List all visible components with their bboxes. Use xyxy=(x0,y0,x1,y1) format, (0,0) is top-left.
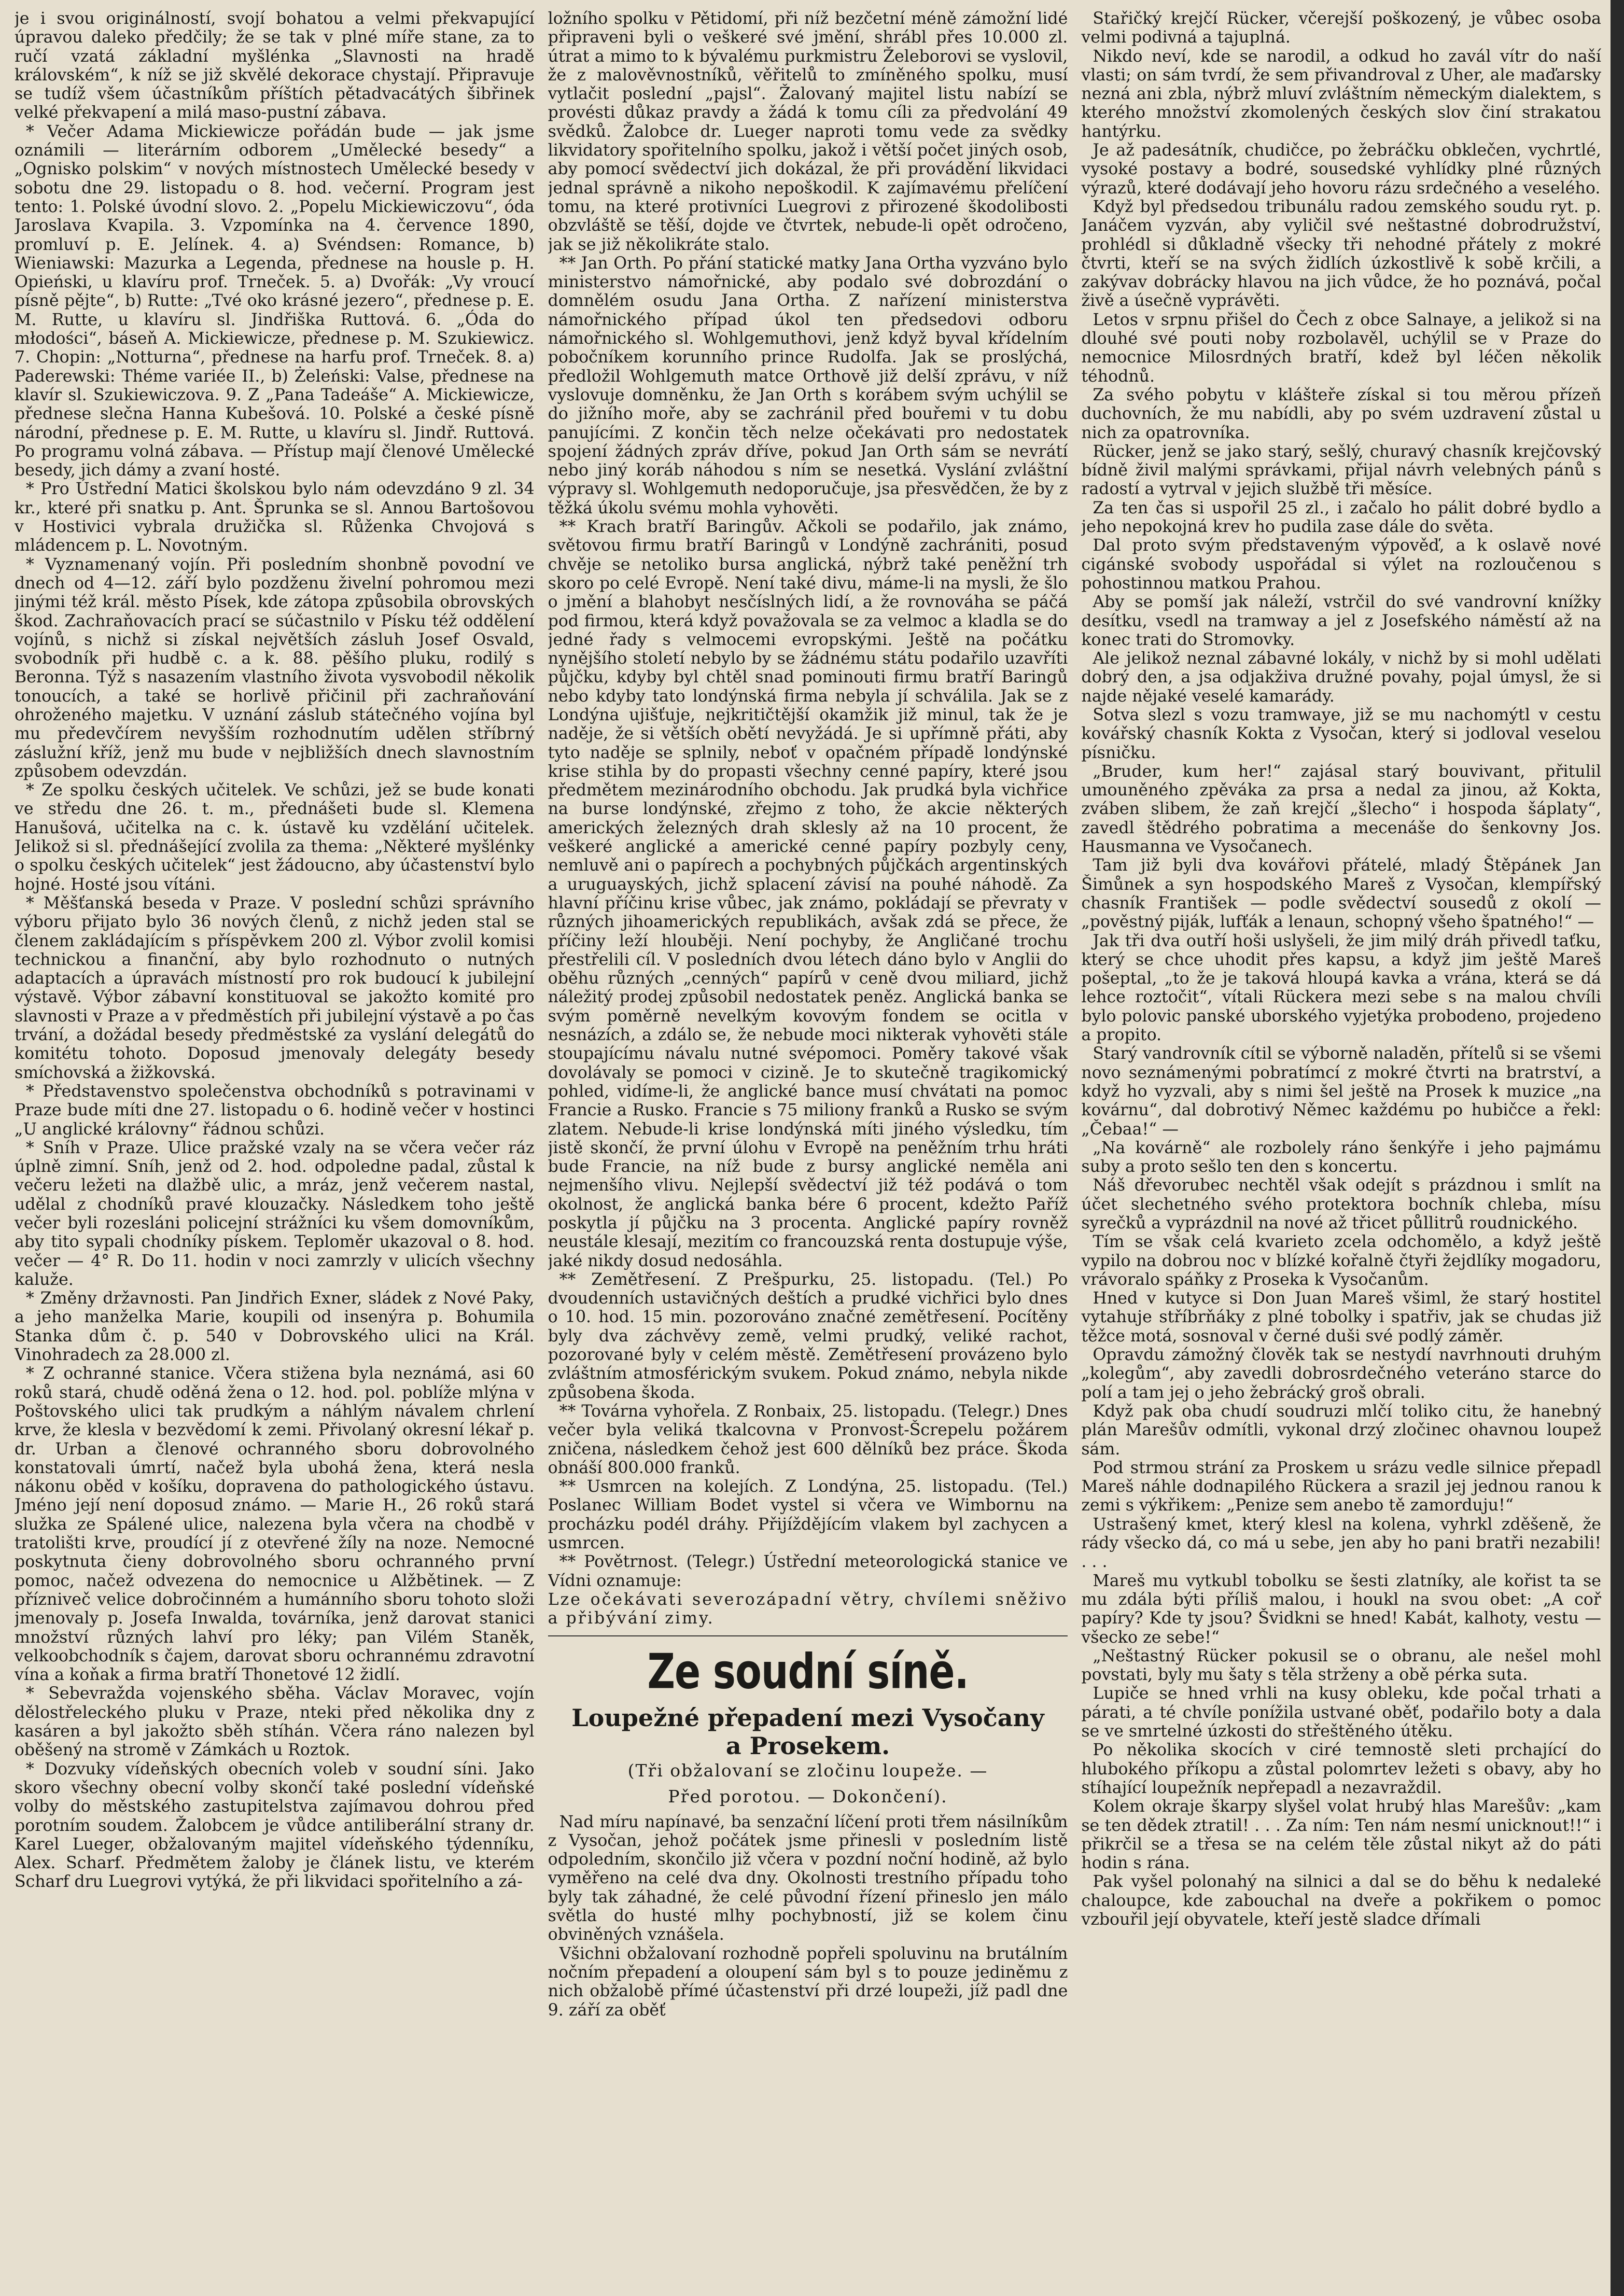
news-item-teachers: * Ze spolku českých učitelek. Ve schůzi, jež se bude konati ve středu dne 26. t. m., přednášeti bude sl. Klemena Hanušová, učitelka na c. k. ústavě ku vzdělání učitelek. Jelikož si sl. přednášející zvolila za thema: „Některé myšlénky o spolku českých učitelek“ jest žádoucno, aby účastenství bylo hojné. Hosté jsou vítáni. xyxy=(15,781,535,894)
court-paragraph: Po několika skocích v ciré temnostě sleti prchající do hlubokého příkopu a zůstal polomrtev ležeti s obavy, aby ho stíhající loupežník nepřepadl a nezavraždil. xyxy=(1081,1741,1602,1797)
court-paragraph: Pak vyšel polonahý na silnici a dal se do běhu k nedaleké chaloupce, kde zabouchal na dveře a pokřikem o pomoc vzbouřil její obyvatele, kteří jestě sladce dřímali xyxy=(1081,1872,1602,1929)
court-paragraph: Tím se však celá kvarieto zcela odchomělo, a když ještě vypilo na dobrou noc v blízké kořalně čtyři žejdlíky mogadoru, vrávoralo spáňky z Proseka k Vysočanům. xyxy=(1081,1233,1602,1289)
column-3 xyxy=(1081,9,1601,2292)
court-paragraph: Lupiče se hned vrhli na kusy obleku, kde počal trhati a párati, a té chvíle ponížila ustvané oběť, podařilo boty a dala se ve smrtelné úzkosti do střeštěného útěku. xyxy=(1081,1684,1602,1741)
news-item-beseda: * Měšťanská beseda v Praze. V poslední schůzi správního výboru přijato bylo 36 nových členů, z nichž jeden stal se členem zakládajícím s příspěvkem 200 zl. Výbor zvolil komisi technickou a finanční, aby bylo rozhodnuto o nutných adaptacích a úpravách místností pro rok budoucí k jubilejní výstavě. Výbor zábavní konstituoval se jakožto komité pro slavnosti v Praze a v předměstích při jubilejní výstavě a po čas trvání, a dožádal besedy předměstské za vyslání delegátů do komitétu tohoto. Doposud jmenovaly delegáty besedy smíchovská a žižkovská. xyxy=(15,893,535,1082)
court-paragraph: Starý vandrovník cítil se výborně naladěn, přítelů si se všemi novo seznámenými pobratímcí z mokré čtvrti na bratrství, a když ho vyzvali, aby s nimi šel ještě na Prosek k muzice „na kovárnu“, dal dobrotivý Němec každému po hubičce a řekl: „Čebaa!“ — xyxy=(1081,1044,1602,1139)
article-headline-line-1: Loupežné přepadení mezi Vysočany xyxy=(571,1703,1044,1732)
news-item-weather: ** Povětrnost. (Telegr.) Ústřední meteorologická stanice ve Vídni oznamuje: xyxy=(548,1552,1068,1590)
court-paragraph: Hned v kutyce si Don Juan Mareš všiml, že starý hostitel vytahuje stříbrňáky z plné tobolky i spatřiv, jak se chudas již těžce motá, sosnoval v černé duši své podlý záměr. xyxy=(1081,1289,1602,1346)
court-paragraph: Tam již byli dva kovářovi přátelé, mladý Štěpánek Jan Šimůnek a syn hospodského Mareš z Vysočan, klempířský chasník František — podle svědectví sousedů z okolí — „pověstný piják, lufťák a lenaun, schopný všeho špatného!“ — xyxy=(1081,856,1602,932)
paragraph: ložního spolku v Pětidomí, při níž bezčetní méně zámožní lidé připraveni byli o veškeré své jmění, shrábl přes 10.000 zl. útrat a mimo to k bývalému purkmistru Želeborovi se vyslovil, že z malověvnostníků, věřitelů to zmíněného spolku, musí vytlačit poslední „pajsl“. Žalovaný majitel listu nabízí se provésti důkaz pravdy a žádá k tomu cíli za předvolání 49 svědků. Žalobce dr. Lueger naproti tomu vede za svědky likvidatory spořitelního spolku, jakož i větší počet jiných osob, aby pomocí svědectví jich dokázal, že při provádění likvidaci jednal správně a nikoho nepoškodil. K zajímavému přelíčení tomu, na které protivníci Luegrovi z přirozené škodolibosti obzvláště se těší, dojde ve čtvrtek, nebude-li opět odročeno, jak se již několikráte stalo. xyxy=(548,9,1068,254)
court-paragraph: Kolem okraje škarpy slyšel volat hrubý hlas Marešův: „kam se ten dědek ztratil! . . . Za ním: Ten nám nesmí unicknout!!“ i přikrčil se a třesa se na celém těle zůstal nikyt až do páti hodin s rána. xyxy=(1081,1797,1602,1873)
paragraph: je i svou originálností, svojí bohatou a velmi překvapující úpravou daleko předčily; že se tak v plné míře stane, za to ručí vzatá základní myšlénka „Slavnosti na hradě královském“, k níž se již skvělé dekorace chystají. Připravuje se tudíž všem účastníkům příštích pětadvacátých šibřinek velké překvapení a milá maso-pustní zábava. xyxy=(15,9,535,122)
court-paragraph: Mareš mu vytkubl tobolku se šesti zlatníky, ale kořist ta se mu zdála býti příliš malou, i houkl na svou obet: „A coř papíry? Kde ty jsou? Švidkni se hned! Kabát, kalhoty, vestu — všecko ze sebe!“ xyxy=(1081,1571,1602,1647)
news-item-rescue-station: * Z ochranné stanice. Včera stižena byla neznámá, asi 60 roků stará, chudě oděná žena o 12. hod. pol. poblíže mlýna v Poštovského ulici tak prudkým a náhlým návalem chrlení krve, že klesla v bezvědomí k zemi. Přivolaný okresní lékař p. dr. Urban a členové ochranného sboru dobrovolného konstatovali úmrtí, načež byla ubohá žena, která nesla nákonu oběd v košíku, dopravena do pathologického ústavu. Jméno její není doposud známo. — Marie H., 26 roků stará služka ze Spálené ulice, nalezena byla včera na chodbě v tratolišti krve, proudící jí z otevřené žíly na noze. Nemocné poskytnuta čieny dobrovolného sboru ochranného první pomoc, načež odvezena do nemocnice u Alžbětinek. — Z přízniveč velice dobročinném a humánního sboru tohoto složi jmenovaly p. Josefa Inwalda, továrníka, jenž darovat stanici množství různých lahví pro léky; pan Vilém Staněk, velkoobchodník s čajem, darovat sboru ochrannému zdravotní vína a koňak a firma bratří Thonetové 12 židlí. xyxy=(15,1364,535,1685)
court-paragraph: Stařičký krejčí Rücker, včerejší poškozený, je vůbec osoba velmi podivná a tajuplná. xyxy=(1081,9,1602,47)
news-item-merchants: * Představenstvo společenstva obchodníků s potravinami v Praze bude míti dne 27. listopadu o 6. hodině večer v hostinci „U anglické královny“ řádnou schůzi. xyxy=(15,1082,535,1139)
court-paragraph: Jak tři dva outří hoši uslyšeli, že jim milý dráh přivedl taťku, který se chce uhodit přes kapsu, a když jim ještě Mareš pošeptal, „to že je taková hloupá kavka a vrána, která se dá lehce roztočit“, vítali Rückera mezi sebe s na malou chvíli bylo polovic panské uborského vyjetýka probodeno, projedeno a propito. xyxy=(1081,931,1602,1045)
column-1 xyxy=(15,9,535,2292)
court-paragraph: Nad míru napínavé, ba senzační líčení proti třem násilníkům z Vysočan, jehož počátek jsme přinesli v posledním listě odpoledním, skončilo již včera v pozdní noční hodině, až bylo vyměřeno na celé dva dny. Okolnosti trestního případu toho byly tak záhadné, že celé původní řízení přineslo jen málo světla do husté mlhy pochybností, již se kolem činu obviněných vznášela. xyxy=(548,1812,1068,1944)
court-paragraph: „Bruder, kum her!“ zajásal starý bouvivant, přitulil umouněného zpěváka za prsa a nedal za jinou, až Kokta, zváben slibem, že zaň krejčí „šlecho“ i hospoda šáplaty“, zavedl štědrého pobratima a mecenáše do šenkovny Jos. Hausmanna ve Vysočanech. xyxy=(1081,762,1602,857)
news-item-snow: * Sníh v Praze. Ulice pražské vzaly na se včera večer ráz úplně zimní. Sníh, jenž od 2. hod. odpoledne padal, zůstal k večeru ležeti na dlažbě ulic, a mráz, jenž večerem nastal, udělal z chodníků pravé klouzačky. Následkem toho ještě večer byli rozesláni policejní strážníci ku všem domovníkům, aby tito sypali chodníky pískem. Teploměr ukazoval o 8. hod. večer — 4° R. Do 11. hodin v noci zamrzly v ulicích všechny kaluže. xyxy=(15,1138,535,1289)
court-paragraph: „Neštastný Rücker pokusil se o obranu, ale nešel mohl povstati, byly mu šaty s těla strženy a obě pérka suta. xyxy=(1081,1646,1602,1685)
court-paragraph: „Na kovárně“ ale rozbolely ráno šenkýře i jeho pajmámu suby a proto sešlo ten den s koncertu. xyxy=(1081,1138,1602,1177)
weather-forecast: Lze očekávati severozápadní větry, chvílemi sněživo a přibývání zimy. xyxy=(548,1590,1068,1628)
news-item-mickiewicz-evening: * Večer Adama Mickiewicze pořádán bude — jak jsme oznámili — literárním odborem „Umělecké besedy“ a „Ognisko polskim“ v nových místnostech Umělecké besedy v sobotu dne 29. listopadu o 8. hod. večerní. Program jest tento: 1. Polské úvodní slovo. 2. „Popelu Mickiewiczovu“, óda Jaroslava Kvapila. 3. Vzpomínka na 4. července 1890, promluví p. E. Jelínek. 4. a) Svéndsen: Romance, b) Wieniawski: Mazurka a Legenda, přednese na housle p. H. Opieński, u klavíru prof. Trneček. 5. a) Dvořák: „Vy vroucí písně pějte“, b) Rutte: „Tvé oko krásné jezero“, přednese p. E. M. Rutte, u klavíru sl. Jindřiška Ruttová. 6. „Óda do młodości“, báseň A. Mickiewicze, přednese p. M. Szukiewicz. 7. Chopin: „Notturna“, přednese na harfu prof. Trneček. 8. a) Paderewski: Théme variée II., b) Żeleński: Valse, přednese na klavír sl. Szukiewiczova. 9. Z „Pana Tadeáše“ A. Mickiewicze, přednese slečna Hanna Kubešová. 10. Polské a české písně národní, přednese p. E. M. Rutte, u klavíru sl. Jindř. Ruttová. Po programu volná zábava. — Přístup mají členové Umělecké besedy, jich dámy a zvaní hosté. xyxy=(15,122,535,480)
court-paragraph: Letos v srpnu přišel do Čech z obce Salnaye, a jelikož si na dlouhé své pouti noby rozbolavěl, uchýlil se v Praze do nemocnice Milosrdných bratří, kdež byl léčen několik téhodnů. xyxy=(1081,310,1602,386)
court-paragraph: Všichni obžalovaní rozhodně popřeli spoluvinu na brutálním nočním přepadení a oloupení sám byl s to pouze jediněmu z nich obžalobě přímé účastenství při drzé loupeži, jíž padl dne 9. září za oběť xyxy=(548,1944,1068,2020)
scan-edge xyxy=(1611,0,1624,2296)
court-paragraph: Když byl předsedou tribunálu radou zemského soudu ryt. p. Janáčem vyzván, aby vyličil své neštastné dobrodružství, prohlédl si důkladně všecky tři nehodné přátely z mokré čtvrti, kteří se na svých židlích úzkostlivě k sobě krčili, a zakývav dobrácky hlavou na jich vůdce, že ho poznává, počal živě a úsečně vyprávěti. xyxy=(1081,197,1602,311)
court-paragraph: Za svého pobytu v klášteře získal si tou měrou přízeň duchovních, že mu nabídli, aby po svém uzdravení zůstal u nich za opatrovníka. xyxy=(1081,385,1602,442)
court-paragraph: Za ten čas si uspořil 25 zl., i začalo ho pálit dobré bydlo a jeho nepokojná krev ho pudila zase dále do světa. xyxy=(1081,498,1602,537)
court-paragraph: Nikdo neví, kde se narodil, a odkud ho zavál vítr do naší vlasti; on sám tvrdí, že sem přivandroval z Uher, ale maďarsky nezná ani zbla, nýbrž mluví zvláštním německým dialektem, s kterého množství zkomolených českých slov činí strakatou hantýrku. xyxy=(1081,47,1602,141)
article-subhead-line-2: Před porotou. — Dokončení). xyxy=(668,1786,948,1807)
court-paragraph: Sotva slezl s vozu tramwaye, již se mu nachomýtl v cestu kovářský chasník Kokta z Vysočan, který si jodloval veselou písničku. xyxy=(1081,705,1602,762)
section-title: Ze soudní síně. xyxy=(647,1643,969,1700)
news-item-factory-fire: ** Továrna vyhořela. Z Ronbaix, 25. listopadu. (Telegr.) Dnes večer byla veliká tkalcovna v Pronvost-Šcrepelu požárem zničena, následkem čehož jest 600 dělníků bez práce. Škoda obnáší 800.000 franků. xyxy=(548,1402,1068,1477)
court-paragraph: Ustrašený kmet, který klesl na kolena, vyhrkl zděšeně, že rády všecko dá, co má u sebe, jen aby ho pani bratři nezabili! . . . xyxy=(1081,1515,1602,1572)
article-subhead-line-1: (Tři obžalovaní se zločinu loupeže. — xyxy=(627,1760,988,1781)
news-item-property: * Změny državnosti. Pan Jindřich Exner, sládek z Nové Paky, a jeho manželka Marie, koupili od insenýra p. Bohumila Stanka dům č. p. 540 v Dobrovského ulici na Král. Vinohradech za 28.000 zl. xyxy=(15,1289,535,1365)
court-paragraph: Je až padesátník, chudičce, po žebráčku obklečen, vychrtlé, vysoké postavy a bodré, sousedské vyhlídky plné různých výrazů, které dodávají jeho hovoru rázu srdečného a veselého. xyxy=(1081,141,1602,198)
court-paragraph: Opravdu zámožný člověk tak se nestydí navrhnouti druhým „kolegům“, aby zavedli dobrosrdečného veteráno starce do polí a tam jej o jeho žebrácký groš obrali. xyxy=(1081,1346,1602,1402)
news-item-baring-crash: ** Krach bratří Baringův. Ačkoli se podařilo, jak známo, světovou firmu bratří Baringů v Londýně zachrániti, posud chvěje se netoliko bursa anglická, nýbrž také peněžní trh skoro po celé Evropě. Není také divu, máme-li na mysli, že šlo o jmění a blahobyt nesčíslných lidí, a že rovnováha se páčá pod firmou, která když považovala se za velmoc a kladla se do jedné řady s velmocemi evropskými. Ještě na počátku nynějšího století nebylo by se žádnému státu podařilo uzavříti půjčku, kdyby byl chtěl snad pominouti firmu bratří Baringů nebo kdyby tato londýnská firma nebyla jí schválila. Jak se z Londýna ujišťuje, nejkritičtější okamžik již minul, tak že je naděje, že si větších obětí nevyžádá. Je si upřímně přáti, aby tyto naděje se splnily, neboť v opačném případě londýnské krise stihla by do propasti všechny cenné papíry, které jsou předmětem mezinárodního obchodu. Jak prudká byla vichřice na burse londýnské, zřejmo z toho, že akcie některých amerických železných drah sklesly až na 10 procent, že veškeré anglické a americké cenné papíry pozbyly ceny, nemluvě ani o papírech a pochybných půjčkách argentinských a uruguayských, jichž splacení závisí na pouhé náhodě. Za hlavní příčinu krise vůbec, jak známo, pokládají se převraty v různých jihoamerických republikách, avšak zdá se přece, že příčiny leží hlouběji. Není pochyby, že Angličané trochu přestřelili cíl. V posledních dvou létech dáno bylo v Anglii do oběhu různých „cenných“ papírů v ceně dvou miliard, jichž náležitý prodej způsobil nedostatek peněz. Anglická banka se svým poměrně nevelkým kovovým fondem se ocitla v nesnázích, a zdálo se, že nebude moci nikterak vyhověti stále stoupajícímu návalu nutné svépomoci. Poměry takové však dovolávaly se pomoci v cizině. Je to skutečně tragikomický pohled, vidíme-li, že anglické bance musí chvátati na pomoc Francie a Rusko. Francie s 75 miliony franků a Rusko se svým zlatem. Nebude-li krise londýnská míti jiného výsledku, tím jistě skončí, že první úlohu v Evropě na peněžním trhu hráti bude Francie, na níž bude z bursy anglické neměla ani nejmenšího vlivu. Nejlepší svědectví již též podává o tom okolnost, že anglická banka bére 6 procent, kdežto Paříž poskytla jí půjčku na 3 procenta. Anglické papíry rovněž neustále klesají, mezitím co francouzská renta dostupuje výše, jaké nikdy dosud nedosáhla. xyxy=(548,517,1068,1270)
news-item-vienna-elections: * Dozvuky vídeňských obecních voleb v soudní síni. Jako skoro všechny obecní volby skončí také poslední vídeňské volby do městského zastupitelstva zajímavou dohrou před porotním soudem. Žalobcem je vůdce antiliberální strany dr. Karel Lueger, obžalovaným majitel vídeňského týdenníku, Alex. Scharf. Předmětem žaloby je článek listu, ve kterém Scharf dru Luegrovi vytýká, že při likvidaci spořitelního a zá- xyxy=(15,1759,535,1892)
columns xyxy=(15,9,1601,2292)
court-paragraph: Dal proto svým představeným výpověď, a k oslavě nové cigánské svobody uspořádal si výlet na rozloučenou s pohostinnou matkou Prahou. xyxy=(1081,536,1602,593)
court-paragraph: Když pak oba chudí soudruzi mlčí toliko citu, že hanebný plán Marešův odmítli, vykonal drzý zločinec ohavnou loupež sám. xyxy=(1081,1402,1602,1459)
column-2 xyxy=(548,9,1068,2292)
divider xyxy=(548,1635,1068,1636)
court-paragraph: Aby se pomší jak náleží, vstrčil do své vandrovní knížky desítku, vsedl na tramway a jel z Josefského náměstí až na konec trati do Stromovky. xyxy=(1081,593,1602,649)
news-item-rail-death: ** Usmrcen na kolejích. Z Londýna, 25. listopadu. (Tel.) Poslanec William Bodet vystel si včera ve Wimbornu na procházku podél dráhy. Přijíždějícím vlakem byl zachycen a usmrcen. xyxy=(548,1477,1068,1553)
news-item-deserter: * Sebevražda vojenského sběha. Václav Moravec, vojín dělostřeleckého pluku v Praze, nteki před několika dny z kasáren a byl jakožto sběh stíhán. Včera ráno nalezen byl oběšený na stromě v Zámkách u Roztok. xyxy=(15,1684,535,1760)
news-item-earthquake: ** Zemětřesení. Z Prešpurku, 25. listopadu. (Tel.) Po dvoudenních ustavičných deštích a prudké vichřici bylo dnes o 10. hod. 15 min. pozorováno značné zemětřesení. Pocítěny byly dva záchvěvy země, velmi prudký, veliké rachot, pozorované byly v celém městě. Zemětřesení provázeno bylo zvláštním atmosférickým svukem. Pokud známo, nebyla nikde způsobena škoda. xyxy=(548,1270,1068,1402)
court-paragraph: Náš dřevorubec nechtěl však odejít s prázdnou i smlít na účet slechetného svého protektora bochník chleba, mísu syrečků a vyprázdnil na nové až třicet půllitrů roudnického. xyxy=(1081,1176,1602,1233)
court-paragraph: Rücker, jenž se jako starý, sešlý, churavý chasník krejčovský bídně živil malými správkami, přijal návrh velebných pánů s radostí a vytrval v jejich službě tři měsíce. xyxy=(1081,442,1602,499)
court-paragraph: Pod strmou strání za Proskem u srázu vedle silnice přepadl Mareš náhle dodnapilého Rückera a srazil jej jednou ranou k zemi s výkřikem: „Penize sem anebo tě zamorduju!“ xyxy=(1081,1458,1602,1515)
news-item-soldier: * Vyznamenaný vojín. Při posledním shonbně povodní ve dnech od 4—12. září bylo pozdženu živelní pohromou mezi jinými též král. město Písek, kde zátopa způsobila obrovských škod. Zachraňovacích prací se súčastnilo v Písku též oddělení vojínů, s nichž si získal největších zásluh Josef Osvald, svobodník při hudbě c. a k. 88. pěšího pluku, rodilý s Beronna. Týž s nasazením vlastního života vysvobodil několik tonoucích, a také se horlivě přičinil při zachraňování ohroženého majetku. V uznání záslub státečného vojína byl mu předevčírem nevyšším rozhodnutím udělen stříbrný záslužní kříž, jenž mu bude v nejbližších dnech slavnostním způsobem odevzdán. xyxy=(15,555,535,781)
article-headline-line-2: a Prosekem. xyxy=(725,1731,890,1760)
news-item-jan-orth: ** Jan Orth. Po přání statické matky Jana Ortha vyzváno bylo ministerstvo námořnické, aby podalo své dobrozdání o domnělém osudu Jana Ortha. Z nařízení ministerstva námořnického případ úkol ten předsedovi odboru námořnického sl. Wohlgemuthovi, jenž když byval křídelním pobočníkem korunního prince Rudolfa. Jak se proslýchá, předložil Wohlgemuth matce Orthově již delší zprávu, v níž vyslovuje domněnku, že Jan Orth s korábem svým uchýlil se do jižního moře, aby se zachránil před bouřemi v tu dobu panujícími. Z končin těch nelze očekávati pro nedostatek spojení žádných zpráv dříve, pokud Jan Orth sám se nevrátí nebo jiný koráb náhodou s ním se nesetká. Vyslání zvláštní výpravy sl. Wohlgemuth nedoporučuje, jsa přesvědčen, že by z těžká úkolu svému mohla vyhověti. xyxy=(548,254,1068,517)
court-paragraph: Ale jelikož neznal zábavné lokály, v nichž by si mohl udělati dobrý den, a jsa odjakživa družné povahy, pojal úmysl, že si najde nějaké veselé kamarády. xyxy=(1081,649,1602,706)
news-item-matice: * Pro Ústřední Matici školskou bylo nám odevzdáno 9 zl. 34 kr., které při snatku p. Ant. Šprunka se sl. Annou Bartošovou v Hostivici vybrala družička sl. Růženka Chvojová s mládencem p. L. Novotným. xyxy=(15,480,535,555)
